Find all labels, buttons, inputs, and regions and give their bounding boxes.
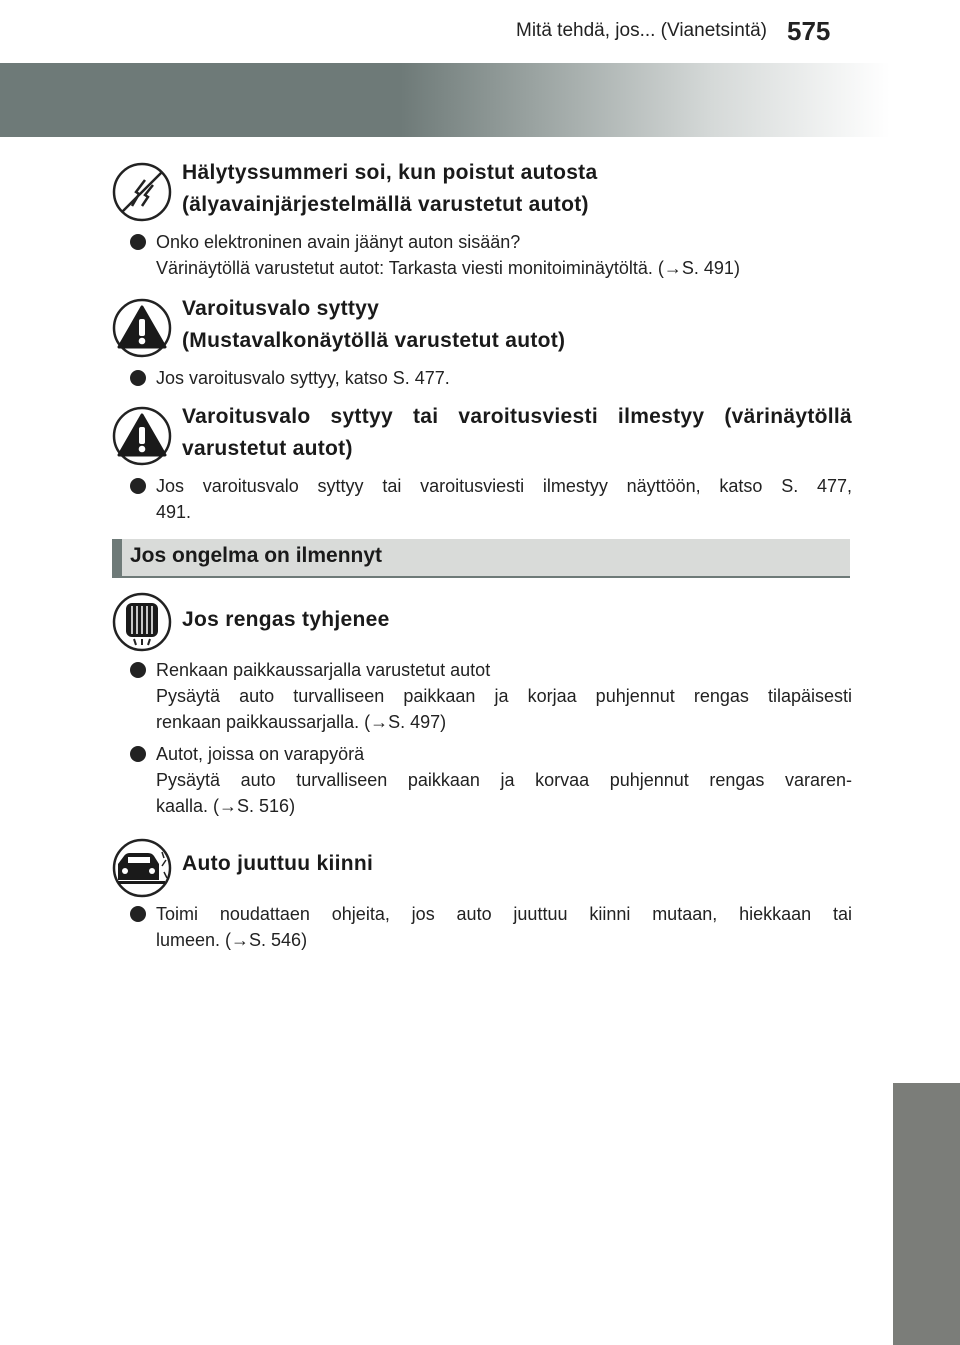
list-item (130, 741, 852, 819)
topic-title-line: varustetut autot) (182, 437, 353, 460)
list-item (130, 657, 852, 735)
bullet-dot (130, 746, 146, 762)
bullet-line: 491. (156, 502, 192, 522)
topic-flat-tire (112, 590, 852, 830)
topic-smart-key-buzzer (112, 160, 852, 290)
bullet-dot (130, 370, 146, 386)
bullet-dot (130, 478, 146, 494)
section-heading-accent (112, 539, 122, 576)
warning-icon (112, 298, 172, 358)
topic-warning-light-color (112, 404, 852, 534)
topic-title (182, 401, 852, 465)
section-heading-bar (112, 539, 850, 578)
topic-title-line: Varoitusvalo syttyy (182, 297, 380, 320)
bullet-line: Renkaan paikkaussarjalla varustetut autot (156, 660, 491, 680)
bullet-line: Värinäytöllä varustetut autot: Tarkasta viesti monitoiminäytöltä. (→S. 491) (156, 258, 740, 278)
bullet-line: Jos varoitusvalo syttyy tai varoitusviesti ilmestyy näyttöön, katso S. 477, (156, 476, 852, 496)
topic-title: Jos rengas tyhjenee (182, 608, 390, 631)
bullet-line: kaalla. (→S. 516) (156, 796, 296, 816)
bullet-line: Pysäytä auto turvalliseen paikkaan ja korvaa puhjennut rengas vararen- (156, 770, 852, 790)
topic-title-line: Varoitusvalo syttyy tai varoitusviesti ilmestyy (värinäytöllä (182, 405, 852, 428)
topic-title (182, 157, 852, 221)
list-item (130, 229, 852, 281)
stuck-car-icon (112, 838, 172, 898)
topic-warning-light-mono (112, 296, 852, 396)
bullet-line: renkaan paikkaussarjalla. (→S. 497) (156, 712, 447, 732)
bullet-dot (130, 234, 146, 250)
key-alert-icon (112, 162, 172, 222)
section-heading: Jos ongelma on ilmennyt (130, 544, 383, 567)
topic-title: Auto juuttuu kiinni (182, 852, 374, 875)
warning-icon (112, 406, 172, 466)
topic-title (182, 293, 852, 357)
bullet-line: Jos varoitusvalo syttyy, katso S. 477. (156, 368, 450, 388)
list-item (130, 365, 852, 391)
list-item (130, 473, 852, 525)
flat-tire-icon (112, 592, 172, 652)
topic-stuck-car (112, 836, 852, 966)
topic-title-line: (Mustavalkonäytöllä varustetut autot) (182, 329, 566, 352)
bullet-line: Toimi noudattaen ohjeita, jos auto juuttuu kiinni mutaan, hiekkaan tai (156, 904, 852, 924)
bullet-dot (130, 906, 146, 922)
topic-title-line: Hälytyssummeri soi, kun poistut autosta (182, 161, 598, 184)
page-number: 575 (787, 16, 831, 46)
chapter-side-tab (893, 1083, 960, 1345)
header-band (0, 63, 890, 137)
list-item (130, 901, 852, 953)
bullet-line: Pysäytä auto turvalliseen paikkaan ja korjaa puhjennut rengas tilapäisesti (156, 686, 852, 706)
topic-title-line: (älyavainjärjestelmällä varustetut autot) (182, 193, 589, 216)
bullet-line: Onko elektroninen avain jäänyt auton sisään? (156, 232, 521, 252)
header-title: Mitä tehdä, jos... (Vianetsintä) (516, 20, 767, 41)
bullet-line: Autot, joissa on varapyörä (156, 744, 365, 764)
bullet-dot (130, 662, 146, 678)
bullet-line: lumeen. (→S. 546) (156, 930, 308, 950)
